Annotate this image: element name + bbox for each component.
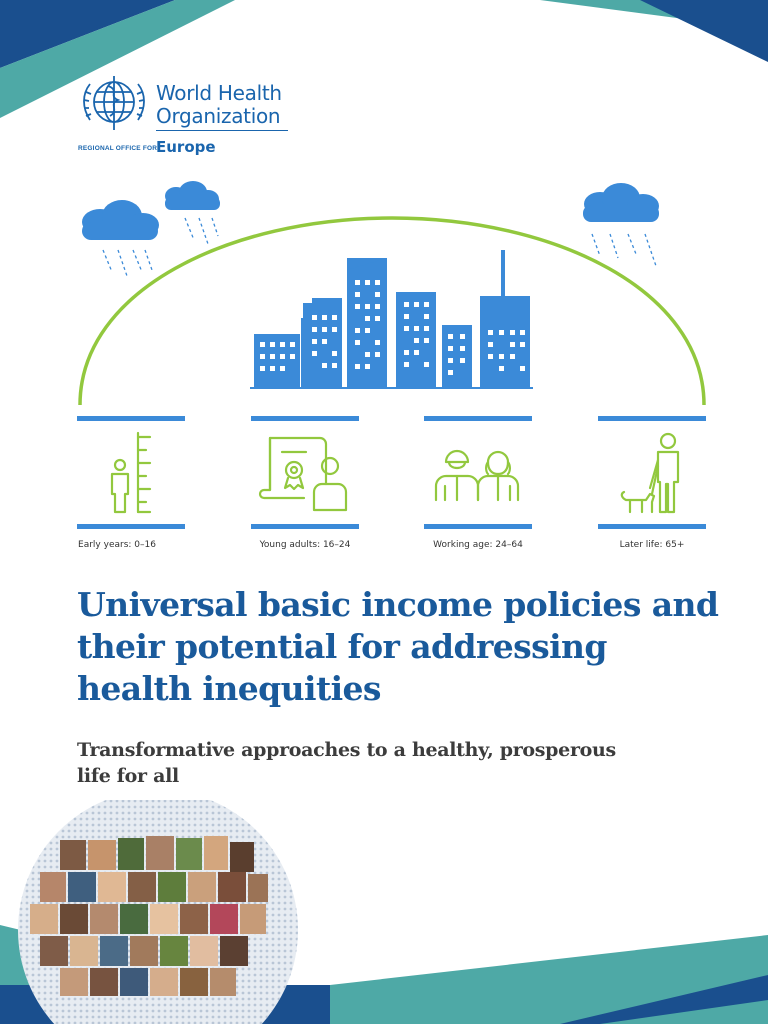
rain-cloud-icon <box>165 181 220 210</box>
stage-label-young-adults: Young adults: 16–24 <box>259 540 351 550</box>
stage-label-later-life: Later life: 65+ <box>619 540 685 550</box>
who-emblem-icon <box>78 72 150 134</box>
org-name-line2: Organization <box>156 104 281 128</box>
stage-frames <box>77 416 706 529</box>
regional-office-label: REGIONAL OFFICE FOR <box>78 145 158 152</box>
life-course-illustration <box>0 180 768 560</box>
city-skyline-icon <box>250 250 533 388</box>
who-logo <box>78 72 298 162</box>
region-name: Europe <box>156 138 216 156</box>
child-height-chart-icon <box>112 433 150 512</box>
stage-label-early-years: Early years: 0–16 <box>78 540 156 550</box>
rain-cloud-icon <box>82 200 159 240</box>
protective-arch <box>80 218 704 405</box>
organization-name <box>156 82 282 128</box>
report-title: Universal basic income policies and their potential for addressing health inequities <box>77 585 719 708</box>
report-subtitle: Transformative approaches to a healthy, prosperous life for all <box>77 739 616 787</box>
certificate-graduate-icon <box>260 438 346 510</box>
elderly-with-dog-icon <box>622 434 678 512</box>
org-name-line1: World Health <box>156 81 282 105</box>
rain-cloud-icon <box>583 183 659 222</box>
logo-divider <box>156 130 288 131</box>
globe-photo-collage <box>0 800 310 1024</box>
stage-label-working-age: Working age: 24–64 <box>433 540 523 550</box>
workers-icon <box>436 451 518 500</box>
